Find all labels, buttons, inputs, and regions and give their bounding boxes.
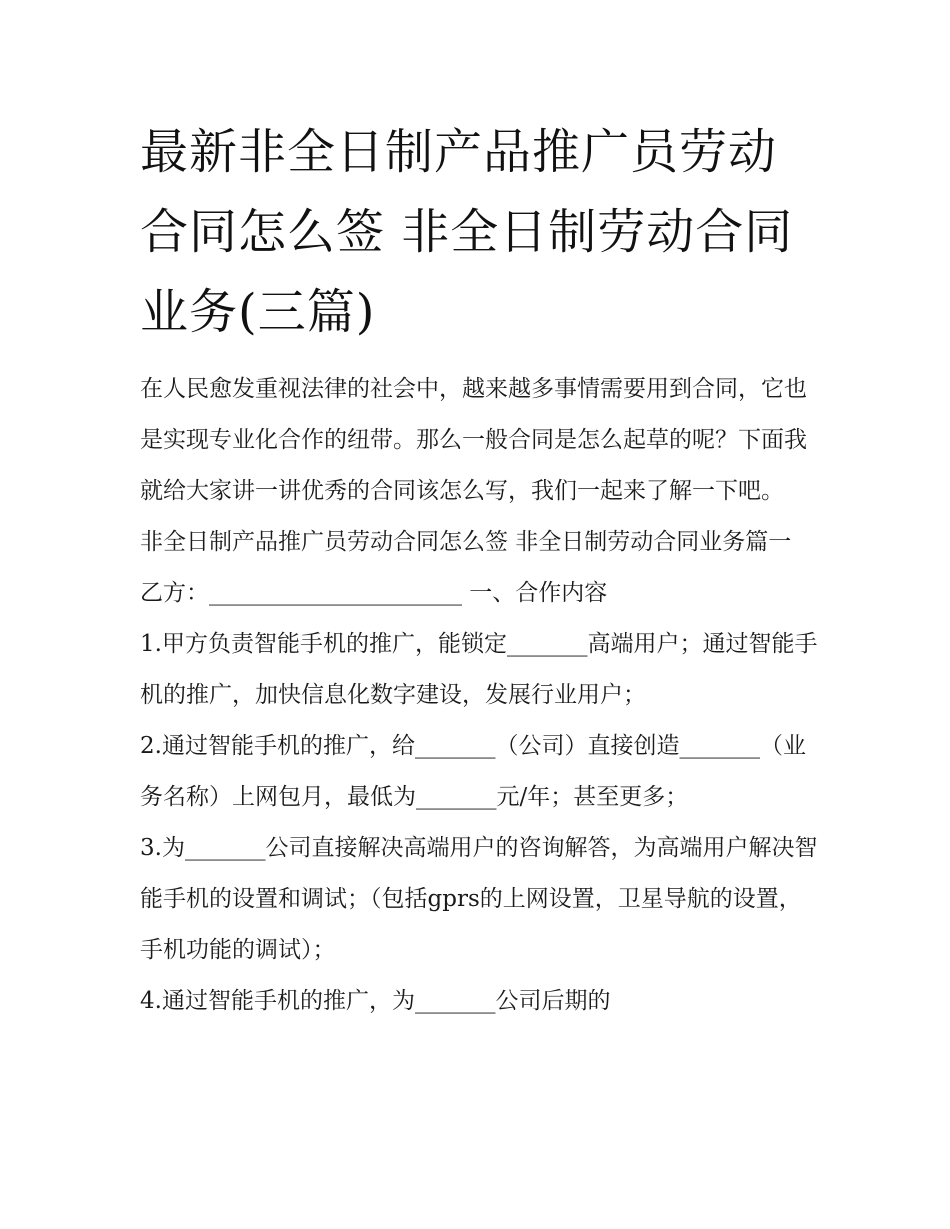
document-page (140, 112, 820, 1027)
intro-paragraph: 在人民愈发重视法律的社会中，越来越多事情需要用到合同，它也是实现专业化合作的纽带。那么一般合同是怎么起草的呢？下面我就给大家讲一讲优秀的合同该怎么写，我们一起来了解一下吧。 (140, 376, 807, 504)
document-body (140, 364, 820, 1027)
clause-1-paragraph: 1.甲方负责智能手机的推广，能锁定_______高端用户；通过智能手机的推广，加快信息化数字建设，发展行业用户； (140, 631, 818, 708)
clause-2-paragraph: 2.通过智能手机的推广，给_______（公司）直接创造_______（业务名称）上网包月，最低为_______元/年；甚至更多； (140, 733, 806, 810)
clause-3-paragraph: 3.为_______公司直接解决高端用户的咨询解答，为高端用户解决智能手机的设置和调试；（包括gprs的上网设置，卫星导航的设置，手机功能的调试）； (140, 835, 818, 963)
document-title: 最新非全日制产品推广员劳动合同怎么签 非全日制劳动合同业务(三篇) (140, 124, 794, 340)
section-heading-paragraph: 非全日制产品推广员劳动合同怎么签 非全日制劳动合同业务篇一 乙方：______________________ 一、合作内容 (140, 529, 792, 606)
clause-4-paragraph: 4.通过智能手机的推广，为_______公司后期的 (140, 988, 611, 1014)
